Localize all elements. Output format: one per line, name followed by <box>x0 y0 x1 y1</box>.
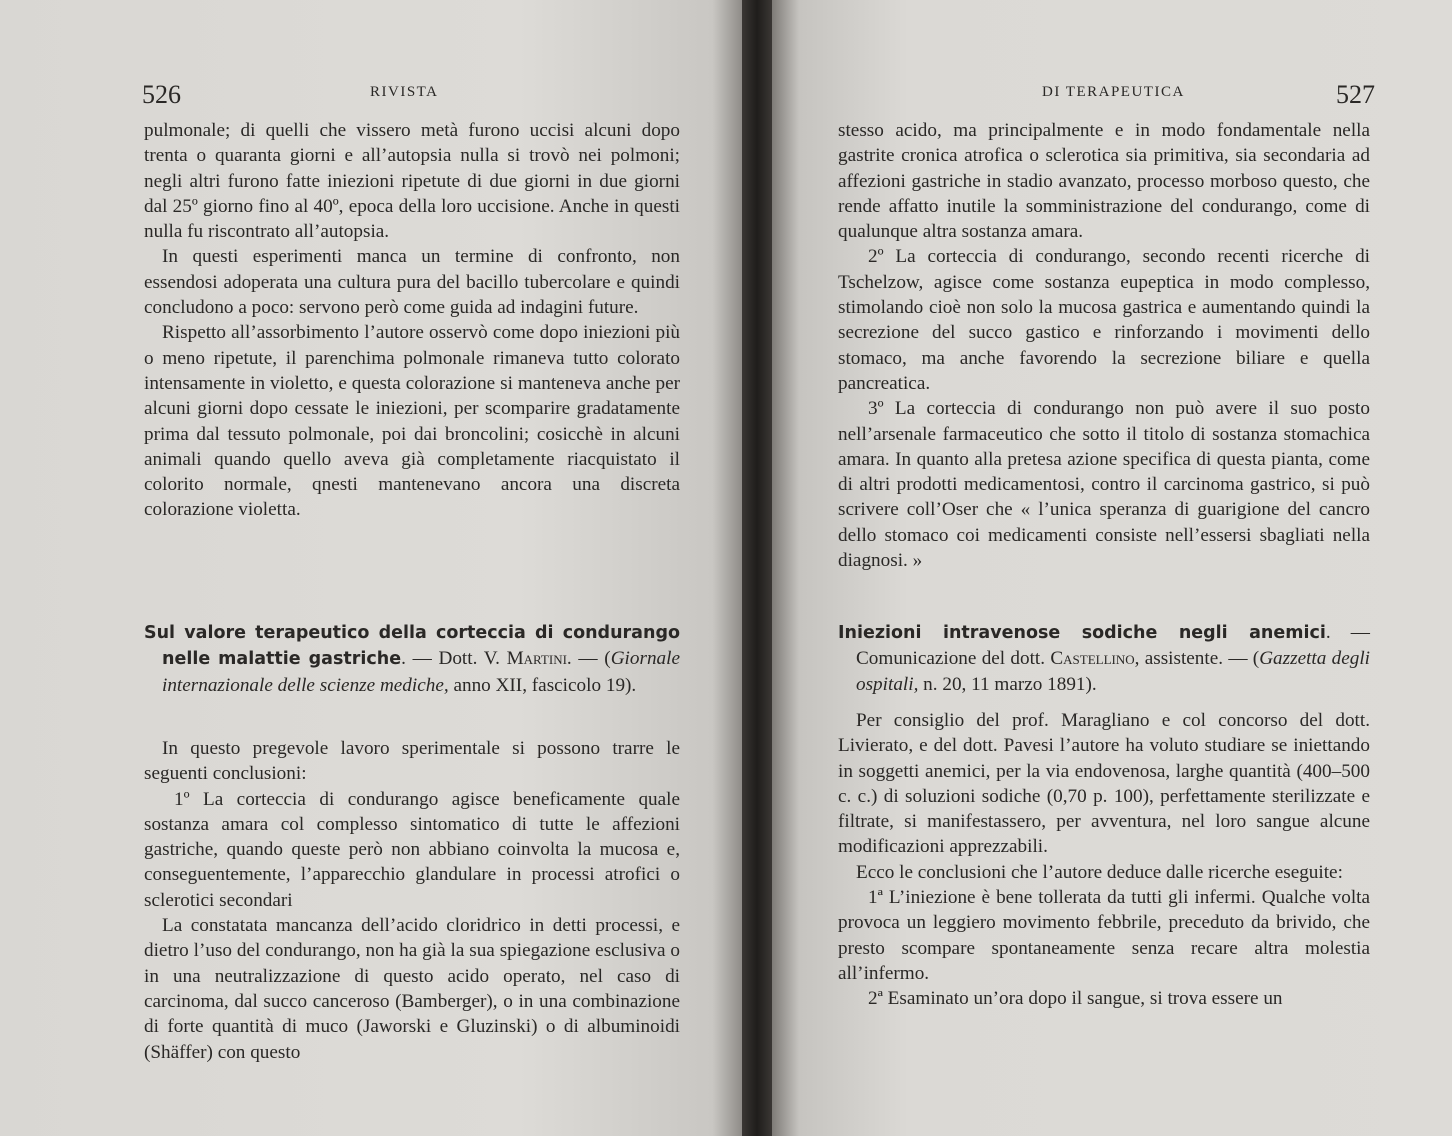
page-number: 527 <box>1336 80 1375 109</box>
article-heading <box>144 620 680 698</box>
article-source: Giornale internazionale delle scienze mediche, <box>162 648 680 696</box>
paragraph: Ecco le conclusioni che l’autore deduce dalle ricerche eseguite: <box>856 861 1343 883</box>
paragraph: 3º La corteccia di condurango non può avere il suo posto nell’arsenale farmaceutico che sotto il titolo di sostanza stomachica amara. In quanto alla pretesa azione specifica di questa pianta, come di altri prodotti medicamentosi, contro il carcinoma gastrico, si può scrivere coll’Oser che « l’unica speranza di guarigione del cancro dello stomaco coi medicamenti consiste nell’essersi sbagliati nella diagnosi. » <box>838 398 1370 572</box>
paragraph: 2ª Esaminato un’ora dopo il sangue, si trova essere un <box>868 988 1283 1010</box>
article-source-suffix: anno XII, fascicolo 19). <box>448 674 637 696</box>
paragraph: Rispetto all’assorbimento l’autore osservò come dopo iniezioni più o meno ripetute, il parenchima polmonale rimaneva tutto colorato intensamente in violetto, e questa colorazione si manteneva anche per alcuni giorni dopo cessate le iniezioni, per scomparire gradatamente prima dal tessuto polmonale, poi dai broncolini; cosicchè in alcuni animali quando quello aveva già completamente riacquistato il colorito normale, qnesti mantenevano ancora una discreta colorazione violetta. <box>144 322 680 521</box>
text-column <box>838 708 1370 1012</box>
article-source-prefix: . — ( <box>566 648 611 670</box>
article-author: Castellino <box>1050 648 1135 670</box>
text-column <box>144 736 680 1065</box>
article-title: Iniezioni intravenose sodiche negli anemici <box>838 623 1326 643</box>
article-title: Sul valore terapeutico della corteccia di condurango nelle malattie gastriche <box>144 623 680 670</box>
paragraph: In questi esperimenti manca un termine di confronto, non essendosi adoperata una cultura pura del bacillo tubercolare e quindi concludono a poco: servono però come guida ad indagini future. <box>144 246 680 319</box>
paragraph: In questo pregevole lavoro sperimentale si possono trarre le seguenti conclusioni: <box>144 738 680 785</box>
article-source-suffix: n. 20, 11 marzo 1891). <box>918 673 1097 695</box>
article-author-prefix: . — Dott. V. <box>401 648 507 670</box>
article-author: Martini <box>506 648 567 670</box>
paragraph: 1º La corteccia di condurango agisce beneficamente quale sostanza amara col complesso sintomatico di tutte le affezioni gastriche, quando queste però non abbiano coinvolta la mucosa e, conseguentemente, l’apparecchio glandulare in processi atrofici o sclerotici secondari <box>144 788 680 911</box>
paragraph: 1ª L’iniezione è bene tollerata da tutti gli infermi. Qualche volta provoca un leggiero movimento febbrile, preceduto da brivido, che presto scompare spontaneamente senza recare altra molestia all’infermo. <box>838 887 1370 984</box>
article-author-prefix: . — Comunicazione del dott. <box>856 622 1370 670</box>
paragraph: La constatata mancanza dell’acido cloridrico in detti processi, e dietro l’uso del condurango, non ha già la sua spiegazione esclusiva o in una neutralizzazione di questo acido operato, nel caso di carcinoma, dal succo canceroso (Bamberger), o in una combinazione di forte quantità di muco (Jaworski e Gluzinski) o di albuminoidi (Shäffer) con questo <box>144 915 680 1063</box>
article-heading <box>838 620 1370 697</box>
article-author-suffix: , assistente. — ( <box>1134 648 1260 670</box>
running-head: RIVISTA <box>370 84 439 100</box>
page-number: 526 <box>142 80 181 109</box>
running-head: DI TERAPEUTICA <box>1042 84 1185 100</box>
paragraph: pulmonale; di quelli che vissero metà furono uccisi alcuni dopo trenta o quaranta giorni e all’autopsia nulla si trovò nei polmoni; negli altri furono fatte iniezioni ripetute di due giorni in due giorni dal 25º giorno fino al 40º, epoca della loro uccisione. Anche in questi nulla fu riscontrato all’autopsia. <box>144 120 680 243</box>
paragraph: 2º La corteccia di condurango, secondo recenti ricerche di Tschelzow, agisce come sostanza eupeptica in modo complesso, stimolando cioè non solo la mucosa gastrica e aumentando quindi la secrezione del succo gastico e rinforzando i movimenti dello stomaco, ma anche favorendo la secrezione biliare e quella pancreatica. <box>838 246 1370 394</box>
book-gutter <box>742 0 772 1136</box>
paragraph: Per consiglio del prof. Maragliano e col concorso del dott. Livierato, e del dott. Pavesi l’autore ha voluto studiare se iniettando in soggetti anemici, per la via endovenosa, larghe quantità (400–500 c. c.) di soluzioni sodiche (0,70 p. 100), perfettamente sterilizzate e filtrate, si manifestassero, per avventura, nel loro sangue alcune modificazioni apprezzabili. <box>838 710 1370 858</box>
article-source: Gazzetta degli ospitali, <box>856 648 1370 695</box>
paragraph: stesso acido, ma principalmente e in modo fondamentale nella gastrite cronica atrofica o sclerotica sia primitiva, sia secondaria ad affezioni gastriche in stadio avanzato, processo morboso questo, che rende affatto inutile la somministrazione del condurango, come di qualunque altra sostanza amara. <box>838 120 1370 243</box>
right-page <box>772 0 1452 1136</box>
text-column <box>838 118 1370 573</box>
text-column <box>144 118 680 523</box>
